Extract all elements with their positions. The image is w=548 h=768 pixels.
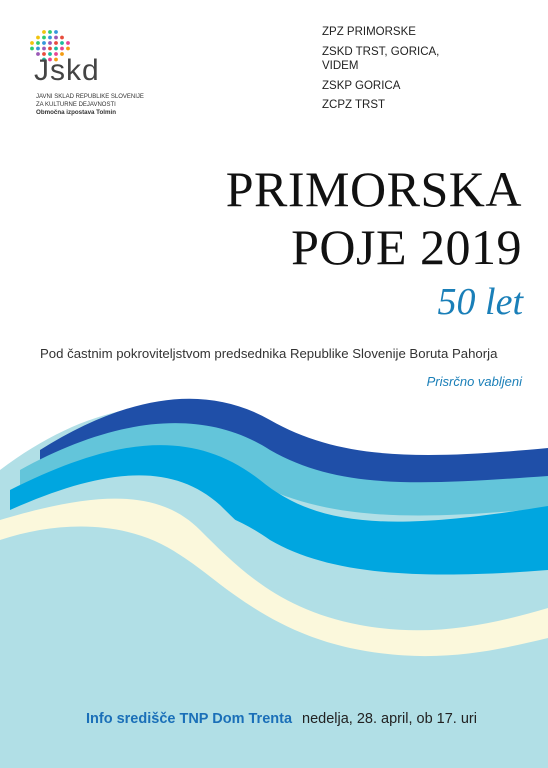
organizer-item: ZSKD TRST, GORICA, VIDEM xyxy=(322,45,440,72)
title-line-1: PRIMORSKA xyxy=(225,161,522,217)
logo-dot xyxy=(60,47,64,51)
logo-dot xyxy=(54,30,58,34)
venue-label: Info središče TNP Dom Trenta xyxy=(86,711,293,727)
logo-line-2: ZA KULTURNE DEJAVNOSTI xyxy=(36,101,116,108)
organizers-list xyxy=(322,25,442,118)
logo-dot xyxy=(42,30,46,34)
anniversary-label: 50 let xyxy=(437,281,523,323)
logo-dot xyxy=(48,36,52,40)
organizer-item: ZPZ PRIMORSKE xyxy=(322,26,416,38)
logo-dot xyxy=(66,47,70,51)
title-line-2: POJE 2019 xyxy=(291,219,522,275)
invitation-text: Prisrčno vabljeni xyxy=(426,374,522,389)
organizer-item: ZSKP GORICA xyxy=(322,79,401,92)
organizer-item: ZCPZ TRST xyxy=(322,99,386,111)
logo-line-3: Območna izpostava Tolmin xyxy=(36,109,116,116)
logo-dot xyxy=(42,47,46,51)
logo-dot xyxy=(42,41,46,45)
footer xyxy=(86,711,477,727)
logo-subtitle xyxy=(36,94,186,117)
date-label: nedelja, 28. april, ob 17. uri xyxy=(302,711,477,727)
logo-dot xyxy=(48,47,52,51)
logo-dot xyxy=(42,36,46,40)
logo-dot xyxy=(36,36,40,40)
logo-dot xyxy=(30,41,34,45)
logo-dot xyxy=(48,30,52,34)
patronage-text: Pod častnim pokroviteljstvom predsednika Republike Slovenije Boruta Pahorja xyxy=(40,346,498,361)
logo-name: Jskd xyxy=(34,54,100,87)
logo-dot xyxy=(36,47,40,51)
logo-dot xyxy=(54,41,58,45)
logo-dot xyxy=(60,36,64,40)
logo-line-1: JAVNI SKLAD REPUBLIKE SLOVENIJE xyxy=(36,94,144,100)
logo-dot xyxy=(60,41,64,45)
logo-dot xyxy=(36,41,40,45)
logo-dot xyxy=(54,36,58,40)
event-title xyxy=(226,160,522,276)
jskd-logo xyxy=(28,28,178,116)
logo-dot xyxy=(66,41,70,45)
logo-dot xyxy=(48,41,52,45)
wave-illustration xyxy=(0,380,548,768)
logo-dot xyxy=(54,47,58,51)
logo-dot xyxy=(30,47,34,51)
